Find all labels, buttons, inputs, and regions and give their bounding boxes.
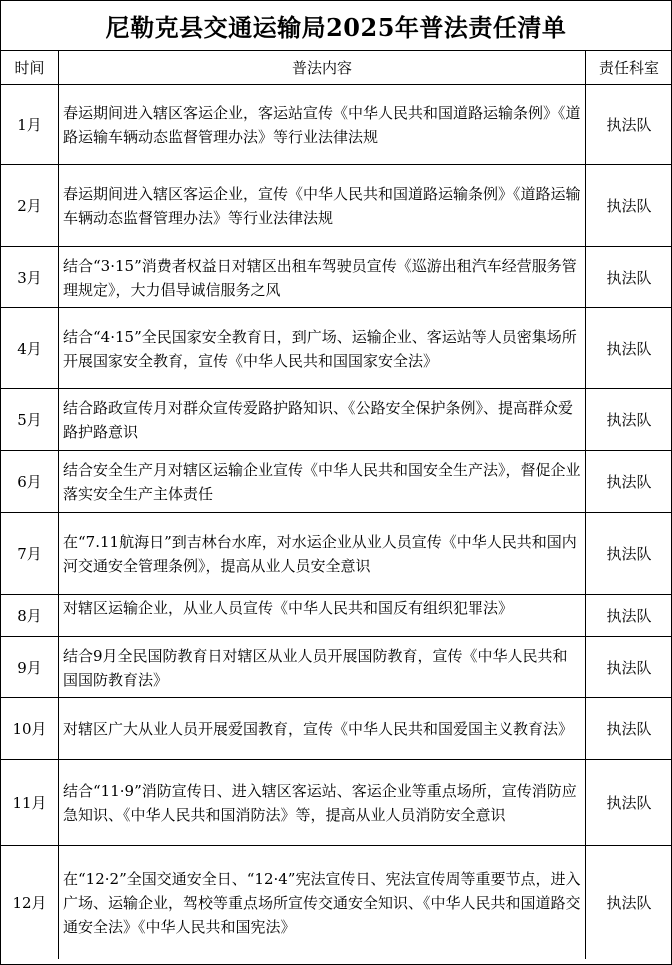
table-row [1, 637, 672, 698]
row-month: 1月 [1, 85, 59, 165]
row-dept: 执法队 [586, 637, 672, 698]
row-month: 7月 [1, 513, 59, 595]
row-month: 4月 [1, 308, 59, 389]
table-row [1, 513, 672, 595]
row-month: 2月 [1, 165, 59, 247]
header-time: 时间 [1, 51, 59, 85]
table-row [1, 85, 672, 165]
document-title: 尼勒克县交通运输局2025年普法责任清单 [1, 1, 671, 51]
row-month: 12月 [1, 846, 59, 959]
row-dept: 执法队 [586, 247, 672, 308]
row-dept: 执法队 [586, 846, 672, 959]
row-month: 5月 [1, 389, 59, 451]
row-content: 结合“11·9”消防宣传日、进入辖区客运站、客运企业等重点场所，宣传消防应急知识、《中华人民共和国消防法》等，提高从业人员消防安全意识 [59, 760, 586, 846]
row-content: 结合“3·15”消费者权益日对辖区出租车驾驶员宣传《巡游出租汽车经营服务管理规定》，大力倡导诚信服务之风 [59, 247, 586, 308]
table-row [1, 451, 672, 513]
row-content: 在“12·2”全国交通安全日、“12·4”宪法宣传日、宪法宣传周等重要节点，进入广场、运输企业，驾校等重点场所宣传交通安全知识、《中华人民共和国道路交通安全法》《中华人民共和国宪法》 [59, 846, 586, 959]
table-row [1, 308, 672, 389]
row-dept: 执法队 [586, 698, 672, 760]
row-content: 对辖区广大从业人员开展爱国教育，宣传《中华人民共和国爱国主义教育法》 [59, 698, 586, 760]
row-content: 在“7.11航海日”到吉林台水库，对水运企业从业人员宣传《中华人民共和国内河交通安全管理条例》，提高从业人员安全意识 [59, 513, 586, 595]
row-month: 6月 [1, 451, 59, 513]
header-dept: 责任科室 [586, 51, 672, 85]
row-content-cell [59, 595, 586, 637]
table-row [1, 698, 672, 760]
table-header-row [1, 51, 672, 85]
row-month: 11月 [1, 760, 59, 846]
table-row [1, 846, 672, 959]
row-content: 对辖区运输企业，从业人员宣传《中华人民共和国反有组织犯罪法》 [63, 599, 514, 617]
row-dept: 执法队 [586, 513, 672, 595]
table-row [1, 165, 672, 247]
row-month: 10月 [1, 698, 59, 760]
row-dept: 执法队 [586, 308, 672, 389]
row-content: 春运期间进入辖区客运企业，客运站宣传《中华人民共和国道路运输条例》《道路运输车辆动态监督管理办法》等行业法律法规 [59, 85, 586, 165]
row-content: 结合9月全民国防教育日对辖区从业人员开展国防教育，宣传《中华人民共和国国防教育法》 [59, 637, 586, 698]
row-dept: 执法队 [586, 165, 672, 247]
row-dept: 执法队 [586, 760, 672, 846]
row-content: 结合“4·15”全民国家安全教育日，到广场、运输企业、客运站等人员密集场所开展国家安全教育，宣传《中华人民共和国国家安全法》 [59, 308, 586, 389]
table-row [1, 389, 672, 451]
row-dept: 执法队 [586, 595, 672, 637]
table-row [1, 595, 672, 637]
row-dept: 执法队 [586, 451, 672, 513]
row-content: 春运期间进入辖区客运企业，宣传《中华人民共和国道路运输条例》《道路运输车辆动态监督管理办法》等行业法律法规 [59, 165, 586, 247]
row-month: 8月 [1, 595, 59, 637]
row-month: 9月 [1, 637, 59, 698]
row-content: 结合路政宣传月对群众宣传爱路护路知识、《公路安全保护条例》、提高群众爱路护路意识 [59, 389, 586, 451]
header-content: 普法内容 [59, 51, 586, 85]
row-content: 结合安全生产月对辖区运输企业宣传《中华人民共和国安全生产法》，督促企业落实安全生产主体责任 [59, 451, 586, 513]
table-row [1, 760, 672, 846]
row-dept: 执法队 [586, 85, 672, 165]
responsibility-table [1, 51, 672, 959]
row-dept: 执法队 [586, 389, 672, 451]
row-month: 3月 [1, 247, 59, 308]
table-row [1, 247, 672, 308]
